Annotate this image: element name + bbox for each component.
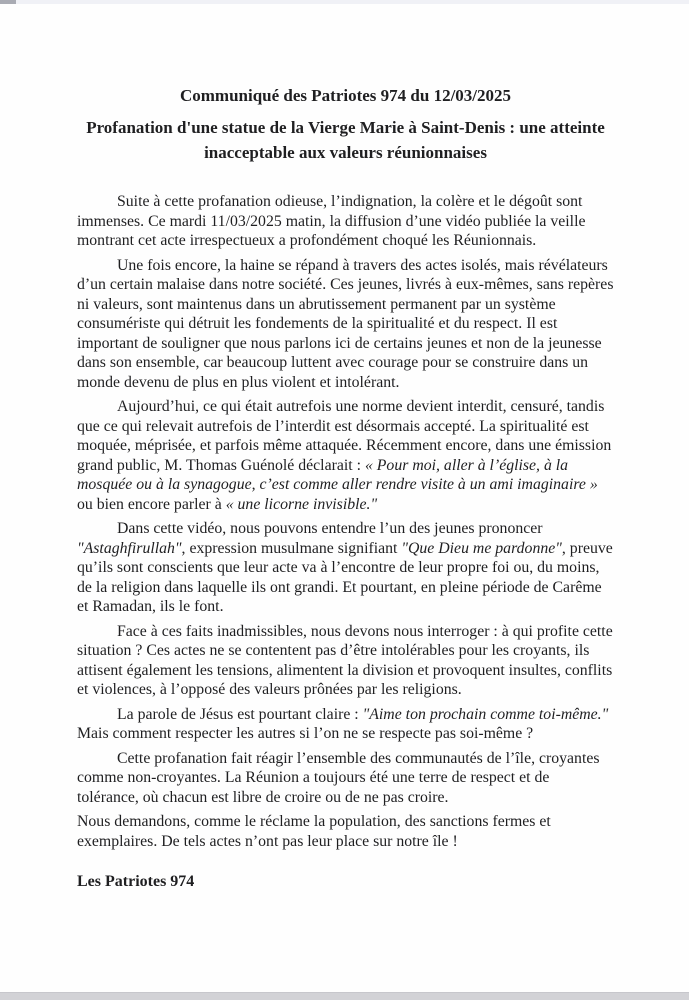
signature: Les Patriotes 974 [77, 873, 195, 890]
top-edge-strip [0, 0, 689, 4]
document-subtitle: Profanation d'une statue de la Vierge Marie à Saint-Denis : une atteinte inacceptable aux valeurs réunionnaises [86, 118, 605, 162]
paragraph [77, 812, 614, 851]
document-title: Communiqué des Patriotes 974 du 12/03/2025 [179, 86, 512, 105]
top-edge-accent [0, 0, 16, 4]
text-run: Aujourd’hui, ce qui était autrefois une norme devient interdit, censuré, tandis que ce qui relevait autrefois de l’interdit est désormais accepté. La spiritualité est moquée, méprisée, et parfois même attaquée. Récemment encore, dans une émission grand public, M. Thomas Guénolé déclarait : [77, 398, 612, 474]
text-run: ou bien encore parler à [77, 495, 226, 513]
text-run: , preuve qu’ils sont conscients que leur acte va à l’encontre de leur propre foi ou, du moins, de la religion dans laquelle ils ont grandi. Et pourtant, en pleine période de Carême et Ramadan, ils le font. [77, 539, 613, 615]
italic-text-run: « Pour moi, aller à l’église, à la mosquée ou à la synagogue, c’est comme aller rendre visite à un ami imaginaire » [77, 456, 598, 493]
paragraph [77, 397, 614, 514]
italic-text-run: "Que Dieu me pardonne" [401, 539, 562, 557]
paragraph [77, 622, 614, 700]
document-content [77, 84, 614, 891]
text-run: Nous demandons, comme le réclame la population, des sanctions fermes et exemplaires. De tels actes n’ont pas leur place sur notre île ! [77, 813, 551, 850]
text-run: Cette profanation fait réagir l’ensemble des communautés de l’île, croyantes comme non-croyantes. La Réunion a toujours été une terre de respect et de tolérance, où chacun est libre de croire ou de ne pas croire. [77, 749, 600, 806]
text-run: La parole de Jésus est pourtant claire : [117, 705, 363, 723]
text-run: Dans cette vidéo, nous pouvons entendre l’un des jeunes prononcer [117, 520, 543, 537]
italic-text-run: "Astaghfirullah" [77, 539, 182, 557]
paragraph [77, 256, 614, 393]
bottom-edge-strip [0, 992, 689, 1000]
paragraph [77, 192, 614, 251]
paragraph [77, 749, 614, 808]
text-run: Suite à cette profanation odieuse, l’indignation, la colère et le dégoût sont immenses. Ce mardi 11/03/2025 matin, la diffusion d’une vidéo publiée la veille montrant cet acte irrespectueux a profondément choqué les Réunionnais. [77, 193, 586, 249]
text-run: Mais comment respecter les autres si l’on ne se respecte pas soi-même ? [77, 725, 534, 742]
italic-text-run: "Aime ton prochain comme toi-même." [362, 705, 609, 723]
paragraph [77, 519, 614, 617]
italic-text-run: « une licorne invisible." [225, 495, 378, 513]
paragraph [77, 705, 614, 744]
document-paragraphs [77, 192, 614, 851]
text-run: , expression musulmane signifiant [181, 539, 402, 557]
text-run: Face à ces faits inadmissibles, nous devons nous interroger : à qui profite cette situation ? Ces actes ne se contentent pas d’être intolérables pour les croyants, ils attisent également les tensions, alimentent la division et provoquent insultes, conflits et violences, à l’opposé des valeurs prônées par les religions. [77, 622, 613, 698]
text-run: Une fois encore, la haine se répand à travers des actes isolés, mais révélateurs d’un certain malaise dans notre société. Ces jeunes, livrés à eux-mêmes, sans repères ni valeurs, sont maintenus dans un abrutissement permanent par un système consumériste qui détruit les fondements de la spiritualité et du respect. Il est important de souligner que nous parlons ici de certains jeunes et non de la jeunesse dans son ensemble, car beaucoup luttent avec courage pour se construire dans un monde devenu de plus en plus violent et intolérant. [77, 256, 614, 391]
